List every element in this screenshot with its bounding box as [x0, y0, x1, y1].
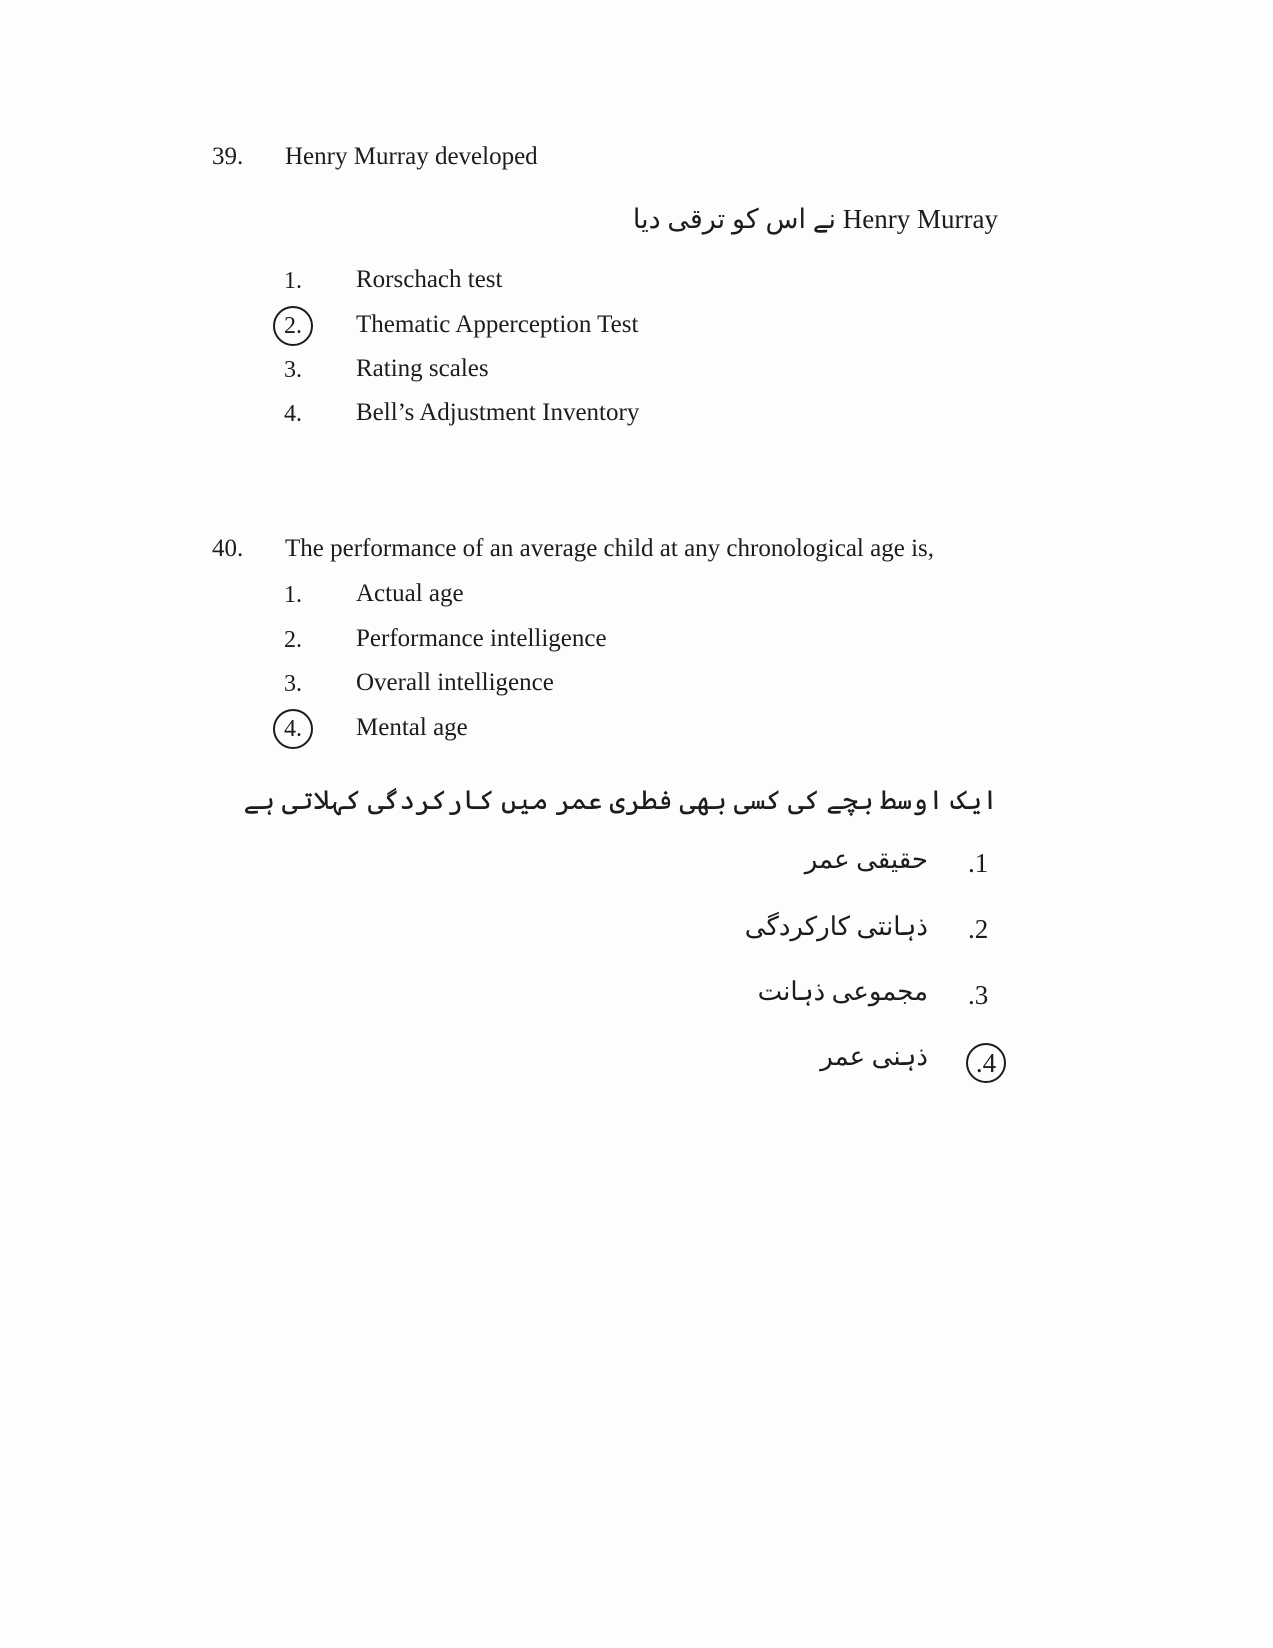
question-text: Henry Murray developed: [285, 143, 538, 170]
option-number-circled: 4.: [273, 709, 313, 749]
urdu-option-number-circled: .4: [966, 1043, 1006, 1083]
option-text: Overall intelligence: [356, 669, 554, 696]
urdu-option-text: ذہنی عمر: [820, 1042, 928, 1071]
urdu-option-number: .3: [968, 980, 989, 1010]
option-text: Rorschach test: [356, 266, 503, 293]
option-text: Actual age: [356, 580, 464, 607]
page-footer-blank: [395, 1490, 810, 1550]
option-text: Thematic Apperception Test: [356, 311, 639, 338]
option-number: 1.: [284, 581, 302, 608]
question-number: 40.: [212, 535, 244, 562]
option-number: 3.: [284, 670, 302, 697]
option-number: 4.: [284, 400, 302, 427]
urdu-option-number: .2: [968, 914, 989, 944]
option-number-circled: 2.: [273, 306, 313, 346]
question-text: The performance of an average child at any chronological age is,: [285, 535, 934, 562]
option-text: Performance intelligence: [356, 625, 607, 652]
option-number: 1.: [284, 267, 302, 294]
urdu-option-number: .1: [968, 848, 989, 878]
urdu-option-text: مجموعی ذہانت: [757, 977, 928, 1006]
option-text: Bell’s Adjustment Inventory: [356, 399, 640, 426]
question-urdu-text: ایک اوسط بچے کی کسی بھی فطری عمر میں کارکردگی کہلاتی ہے: [243, 785, 998, 815]
urdu-option-text: حقیقی عمر: [804, 845, 928, 874]
option-text: Mental age: [356, 714, 468, 741]
option-number: 2.: [284, 626, 302, 653]
option-text: Rating scales: [356, 355, 489, 382]
question-urdu-text: Henry Murray نے اس کو ترقی دیا: [632, 204, 998, 234]
urdu-option-text: ذہانتی کارکردگی: [744, 912, 928, 941]
option-number: 3.: [284, 356, 302, 383]
question-number: 39.: [212, 143, 244, 170]
